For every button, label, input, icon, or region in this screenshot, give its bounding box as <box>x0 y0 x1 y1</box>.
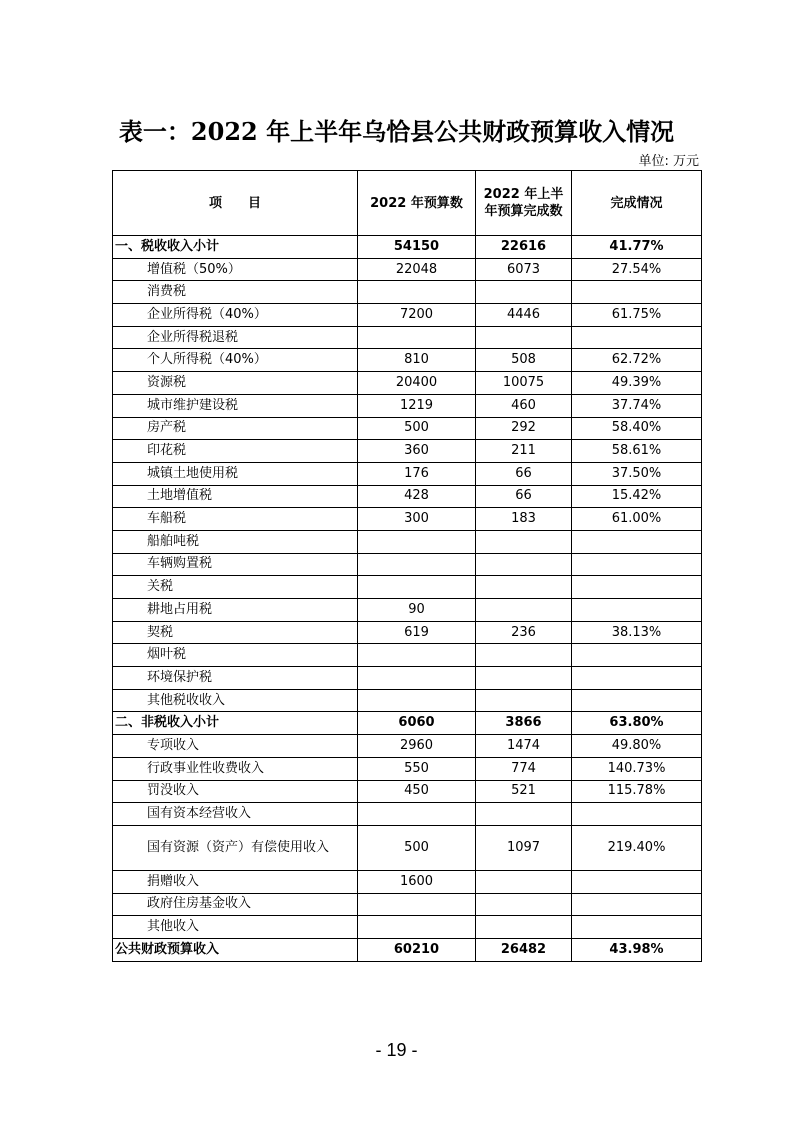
header-item: 项 目 <box>113 171 358 236</box>
table-row <box>113 621 702 644</box>
row-rate-cell: 15.42% <box>572 485 702 508</box>
table-row <box>113 780 702 803</box>
row-rate-cell: 63.80% <box>572 712 702 735</box>
table-header-row <box>113 171 702 236</box>
row-item-cell: 国有资源（资产）有偿使用收入 <box>113 825 358 870</box>
row-item-cell: 企业所得税退税 <box>113 326 358 349</box>
row-item-cell: 政府住房基金收入 <box>113 893 358 916</box>
row-rate-cell: 140.73% <box>572 757 702 780</box>
row-budget-cell: 176 <box>358 462 476 485</box>
table-row <box>113 530 702 553</box>
row-item-cell: 其他收入 <box>113 916 358 939</box>
row-rate-cell: 62.72% <box>572 349 702 372</box>
row-completed-cell: 292 <box>476 417 572 440</box>
row-completed-cell <box>476 803 572 826</box>
row-item-cell: 车船税 <box>113 508 358 531</box>
row-item-cell: 增值税（50%） <box>113 258 358 281</box>
row-rate-cell: 38.13% <box>572 621 702 644</box>
row-rate-cell <box>572 576 702 599</box>
row-completed-cell: 774 <box>476 757 572 780</box>
row-rate-cell: 219.40% <box>572 825 702 870</box>
row-budget-cell <box>358 326 476 349</box>
page-number: - 19 - <box>375 1040 418 1060</box>
row-rate-cell <box>572 644 702 667</box>
row-completed-cell <box>476 644 572 667</box>
row-item-cell: 二、非税收入小计 <box>113 712 358 735</box>
row-completed-cell <box>476 689 572 712</box>
row-budget-cell: 1600 <box>358 870 476 893</box>
row-completed-cell: 508 <box>476 349 572 372</box>
revenue-table <box>112 170 702 962</box>
row-budget-cell: 2960 <box>358 735 476 758</box>
table-row <box>113 712 702 735</box>
row-rate-cell <box>572 893 702 916</box>
table-row <box>113 689 702 712</box>
row-budget-cell: 54150 <box>358 236 476 259</box>
row-item-cell: 车辆购置税 <box>113 553 358 576</box>
row-item-cell: 城镇土地使用税 <box>113 462 358 485</box>
table-row <box>113 757 702 780</box>
row-budget-cell: 619 <box>358 621 476 644</box>
row-completed-cell <box>476 870 572 893</box>
row-budget-cell <box>358 281 476 304</box>
table-row <box>113 576 702 599</box>
row-budget-cell <box>358 803 476 826</box>
row-item-cell: 消费税 <box>113 281 358 304</box>
row-item-cell: 城市维护建设税 <box>113 394 358 417</box>
table-row <box>113 938 702 961</box>
row-item-cell: 公共财政预算收入 <box>113 938 358 961</box>
row-rate-cell: 115.78% <box>572 780 702 803</box>
row-rate-cell <box>572 803 702 826</box>
table-row <box>113 372 702 395</box>
table-row <box>113 870 702 893</box>
row-budget-cell: 428 <box>358 485 476 508</box>
table-row <box>113 599 702 622</box>
table-row <box>113 462 702 485</box>
table-row <box>113 644 702 667</box>
row-completed-cell: 236 <box>476 621 572 644</box>
table-row <box>113 236 702 259</box>
row-budget-cell <box>358 689 476 712</box>
row-budget-cell <box>358 667 476 690</box>
row-budget-cell: 1219 <box>358 394 476 417</box>
row-rate-cell <box>572 599 702 622</box>
row-rate-cell <box>572 281 702 304</box>
row-budget-cell: 300 <box>358 508 476 531</box>
row-budget-cell <box>358 644 476 667</box>
row-item-cell: 关税 <box>113 576 358 599</box>
row-item-cell: 环境保护税 <box>113 667 358 690</box>
row-completed-cell: 6073 <box>476 258 572 281</box>
row-budget-cell <box>358 553 476 576</box>
row-completed-cell: 66 <box>476 485 572 508</box>
row-completed-cell: 183 <box>476 508 572 531</box>
header-completed: 2022 年上半年预算完成数 <box>476 171 572 236</box>
row-completed-cell: 66 <box>476 462 572 485</box>
row-budget-cell: 500 <box>358 417 476 440</box>
row-rate-cell <box>572 689 702 712</box>
table-row <box>113 281 702 304</box>
row-item-cell: 罚没收入 <box>113 780 358 803</box>
row-completed-cell: 521 <box>476 780 572 803</box>
row-budget-cell: 7200 <box>358 304 476 327</box>
row-rate-cell <box>572 667 702 690</box>
table-row <box>113 553 702 576</box>
row-item-cell: 耕地占用税 <box>113 599 358 622</box>
row-rate-cell: 61.75% <box>572 304 702 327</box>
row-completed-cell: 460 <box>476 394 572 417</box>
table-row <box>113 508 702 531</box>
row-item-cell: 捐赠收入 <box>113 870 358 893</box>
unit-label: 单位: 万元 <box>638 154 699 169</box>
row-completed-cell: 26482 <box>476 938 572 961</box>
row-completed-cell <box>476 576 572 599</box>
row-budget-cell: 22048 <box>358 258 476 281</box>
row-item-cell: 船舶吨税 <box>113 530 358 553</box>
table-row <box>113 304 702 327</box>
table-row <box>113 735 702 758</box>
row-rate-cell <box>572 553 702 576</box>
table-row <box>113 893 702 916</box>
row-item-cell: 专项收入 <box>113 735 358 758</box>
row-completed-cell: 4446 <box>476 304 572 327</box>
row-rate-cell: 58.61% <box>572 440 702 463</box>
row-rate-cell <box>572 326 702 349</box>
row-completed-cell <box>476 599 572 622</box>
row-rate-cell <box>572 870 702 893</box>
table-row <box>113 916 702 939</box>
row-item-cell: 企业所得税（40%） <box>113 304 358 327</box>
row-item-cell: 土地增值税 <box>113 485 358 508</box>
table-body <box>113 236 702 962</box>
row-budget-cell <box>358 576 476 599</box>
row-completed-cell: 3866 <box>476 712 572 735</box>
table-row <box>113 349 702 372</box>
row-budget-cell: 810 <box>358 349 476 372</box>
row-budget-cell: 60210 <box>358 938 476 961</box>
table-row <box>113 258 702 281</box>
table-row <box>113 667 702 690</box>
row-rate-cell: 58.40% <box>572 417 702 440</box>
row-budget-cell: 500 <box>358 825 476 870</box>
row-completed-cell <box>476 916 572 939</box>
row-rate-cell: 61.00% <box>572 508 702 531</box>
table-row <box>113 440 702 463</box>
row-completed-cell: 22616 <box>476 236 572 259</box>
row-item-cell: 资源税 <box>113 372 358 395</box>
row-item-cell: 行政事业性收费收入 <box>113 757 358 780</box>
row-completed-cell <box>476 667 572 690</box>
row-completed-cell: 1474 <box>476 735 572 758</box>
table-row <box>113 326 702 349</box>
row-item-cell: 国有资本经营收入 <box>113 803 358 826</box>
row-item-cell: 契税 <box>113 621 358 644</box>
row-rate-cell: 41.77% <box>572 236 702 259</box>
row-item-cell: 烟叶税 <box>113 644 358 667</box>
row-item-cell: 印花税 <box>113 440 358 463</box>
row-budget-cell <box>358 530 476 553</box>
table-row <box>113 485 702 508</box>
row-completed-cell: 1097 <box>476 825 572 870</box>
row-budget-cell: 450 <box>358 780 476 803</box>
row-completed-cell <box>476 530 572 553</box>
row-item-cell: 房产税 <box>113 417 358 440</box>
row-item-cell: 其他税收收入 <box>113 689 358 712</box>
row-completed-cell <box>476 893 572 916</box>
table-row <box>113 803 702 826</box>
row-item-cell: 一、税收收入小计 <box>113 236 358 259</box>
row-rate-cell: 49.80% <box>572 735 702 758</box>
header-completion-rate: 完成情况 <box>572 171 702 236</box>
row-budget-cell: 550 <box>358 757 476 780</box>
row-rate-cell: 43.98% <box>572 938 702 961</box>
row-budget-cell: 6060 <box>358 712 476 735</box>
row-completed-cell: 10075 <box>476 372 572 395</box>
table-row <box>113 394 702 417</box>
row-completed-cell <box>476 281 572 304</box>
row-budget-cell <box>358 916 476 939</box>
row-budget-cell: 90 <box>358 599 476 622</box>
row-completed-cell: 211 <box>476 440 572 463</box>
header-budget: 2022 年预算数 <box>358 171 476 236</box>
table-row <box>113 825 702 870</box>
row-budget-cell <box>358 893 476 916</box>
row-completed-cell <box>476 326 572 349</box>
row-completed-cell <box>476 553 572 576</box>
row-rate-cell <box>572 530 702 553</box>
row-rate-cell: 37.74% <box>572 394 702 417</box>
table-row <box>113 417 702 440</box>
row-rate-cell: 27.54% <box>572 258 702 281</box>
document-title: 表一：2022 年上半年乌恰县公共财政预算收入情况 <box>118 117 675 146</box>
row-rate-cell: 49.39% <box>572 372 702 395</box>
row-rate-cell: 37.50% <box>572 462 702 485</box>
row-budget-cell: 20400 <box>358 372 476 395</box>
row-budget-cell: 360 <box>358 440 476 463</box>
row-item-cell: 个人所得税（40%） <box>113 349 358 372</box>
row-rate-cell <box>572 916 702 939</box>
